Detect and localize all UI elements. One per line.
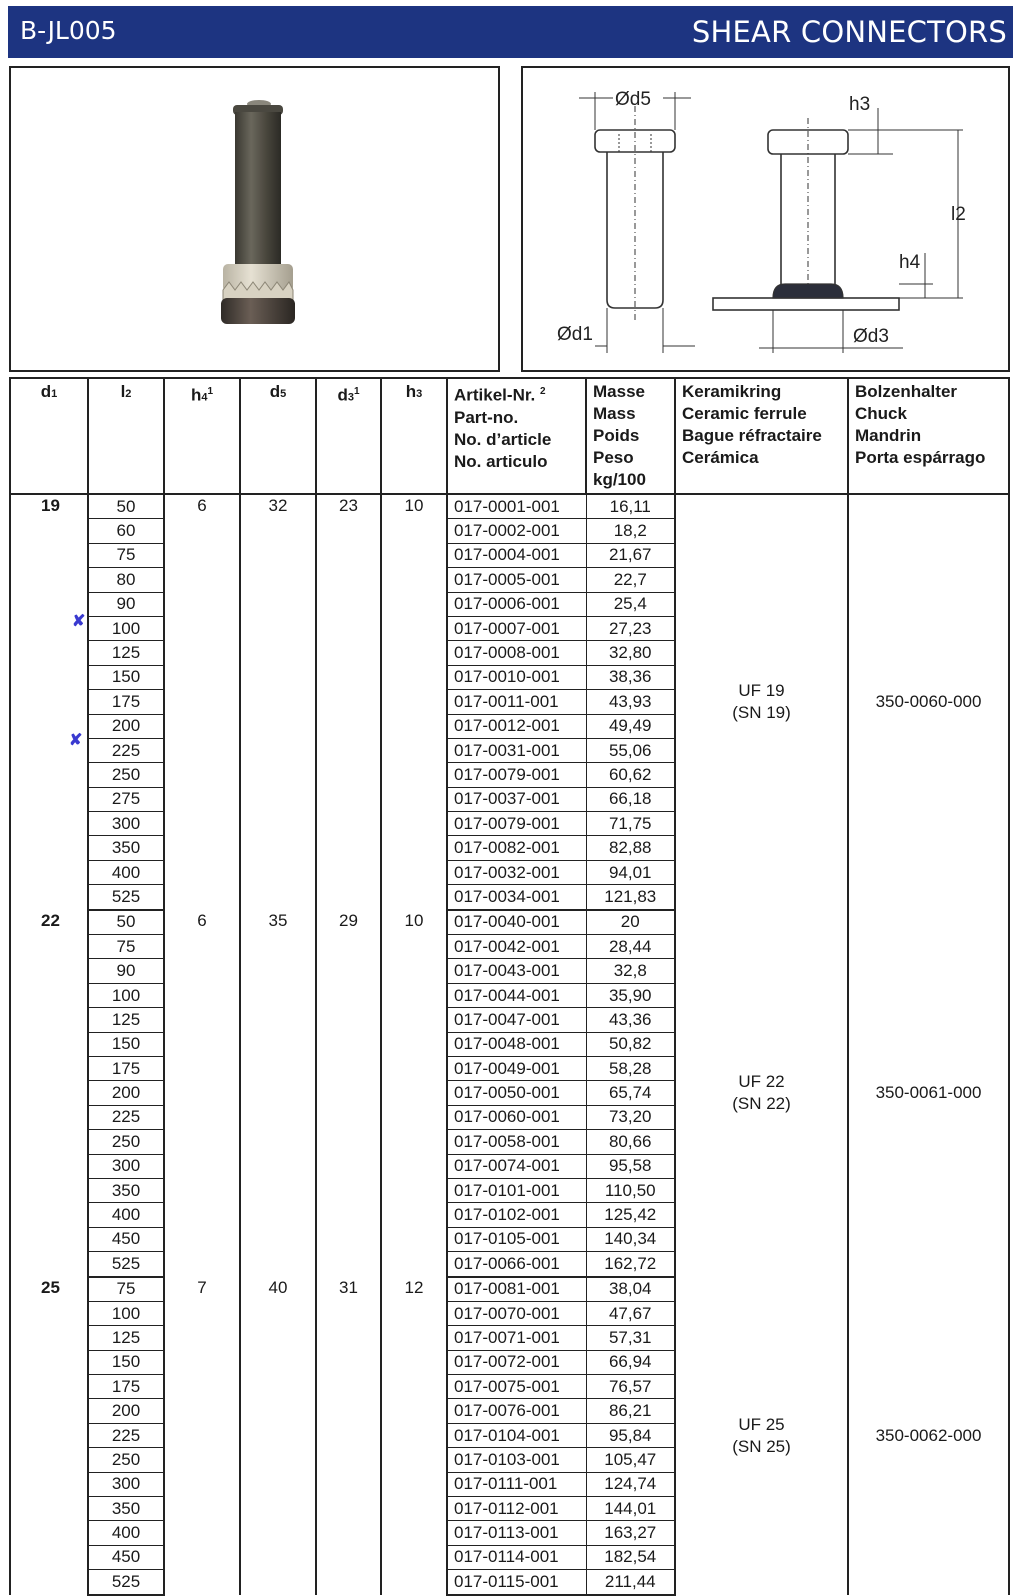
cell-article-number: 017-0105-001 xyxy=(447,1227,586,1251)
cell-l2: 350 xyxy=(88,836,164,860)
cell-l2: 175 xyxy=(88,690,164,714)
col-header-h3: h3 xyxy=(381,378,447,494)
col-header-ferrule: Keramikring Ceramic ferrule Bague réfractaire Cerámica xyxy=(675,378,848,494)
cell-article-number: 017-0047-001 xyxy=(447,1008,586,1032)
cell-l2: 100 xyxy=(88,1301,164,1325)
cell-l2: 450 xyxy=(88,1227,164,1251)
col-header-l2: l2 xyxy=(88,378,164,494)
cell-mass: 94,01 xyxy=(586,860,675,884)
cell-article-number: 017-0060-001 xyxy=(447,1105,586,1129)
cell-article-number: 017-0011-001 xyxy=(447,690,586,714)
check-mark-icon: ✘ xyxy=(69,732,83,749)
col-header-d3: $d3^1$ xyxy=(316,378,381,494)
cell-article-number: 017-0043-001 xyxy=(447,959,586,983)
label-d3: Ød3 xyxy=(853,326,889,347)
label-d1: Ød1 xyxy=(557,324,593,345)
cell-mass: 71,75 xyxy=(586,812,675,836)
cell-mass: 16,11 xyxy=(586,494,675,519)
cell-mass: 73,20 xyxy=(586,1105,675,1129)
cell-d5: 32 xyxy=(240,494,316,910)
cell-article-number: 017-0058-001 xyxy=(447,1130,586,1154)
cell-l2: 525 xyxy=(88,885,164,910)
weld-collar xyxy=(773,284,843,298)
cell-article-number: 017-0103-001 xyxy=(447,1448,586,1472)
cell-article-number: 017-0031-001 xyxy=(447,738,586,762)
cell-article-number: 017-0082-001 xyxy=(447,836,586,860)
cell-l2: 175 xyxy=(88,1375,164,1399)
cell-mass: 50,82 xyxy=(586,1032,675,1056)
cell-l2: 225 xyxy=(88,1105,164,1129)
cell-article-number: 017-0049-001 xyxy=(447,1056,586,1080)
cell-article-number: 017-0115-001 xyxy=(447,1570,586,1595)
cell-article-number: 017-0010-001 xyxy=(447,665,586,689)
table-row xyxy=(10,494,1009,519)
cell-mass: 60,62 xyxy=(586,763,675,787)
cell-article-number: 017-0071-001 xyxy=(447,1326,586,1350)
cell-l2: 250 xyxy=(88,1448,164,1472)
cell-mass: 47,67 xyxy=(586,1301,675,1325)
cell-article-number: 017-0104-001 xyxy=(447,1423,586,1447)
cell-mass: 66,94 xyxy=(586,1350,675,1374)
cell-l2: 75 xyxy=(88,935,164,959)
table-row xyxy=(10,1277,1009,1302)
cell-l2: 125 xyxy=(88,1326,164,1350)
ferrule-alt-code: (SN 22) xyxy=(732,1094,791,1114)
cell-d3: 29 xyxy=(316,910,381,1277)
cell-l2: 300 xyxy=(88,1154,164,1178)
cell-article-number: 017-0002-001 xyxy=(447,519,586,543)
cell-article-number: 017-0044-001 xyxy=(447,983,586,1007)
table-row xyxy=(10,910,1009,935)
cell-mass: 57,31 xyxy=(586,1326,675,1350)
cell-mass: 76,57 xyxy=(586,1375,675,1399)
cell-article-number: 017-0113-001 xyxy=(447,1521,586,1545)
cell-mass: 20 xyxy=(586,910,675,935)
cell-h4: 6 xyxy=(164,910,240,1277)
ferrule-alt-code: (SN 19) xyxy=(732,703,791,723)
cell-ceramic-ferrule xyxy=(675,1277,848,1595)
cell-article-number: 017-0101-001 xyxy=(447,1178,586,1202)
cell-h4: 6 xyxy=(164,494,240,910)
cell-mass: 162,72 xyxy=(586,1252,675,1277)
shear-connector-photo xyxy=(11,68,498,370)
cell-l2: 75 xyxy=(88,543,164,567)
col-header-article: Artikel-Nr. $^2$ Part-no. No. d’article No. articulo xyxy=(447,378,586,494)
cell-chuck: 350-0061-000 xyxy=(848,910,1009,1277)
cell-mass: 58,28 xyxy=(586,1056,675,1080)
cell-l2: 50 xyxy=(88,494,164,519)
cell-l2: 525 xyxy=(88,1252,164,1277)
cell-article-number: 017-0111-001 xyxy=(447,1472,586,1496)
cell-mass: 43,36 xyxy=(586,1008,675,1032)
cell-article-number: 017-0032-001 xyxy=(447,860,586,884)
ferrule-alt-code: (SN 25) xyxy=(732,1436,791,1456)
cell-mass: 124,74 xyxy=(586,1472,675,1496)
cell-l2: 350 xyxy=(88,1178,164,1202)
stud-outline-right xyxy=(713,108,963,353)
cell-h3: 10 xyxy=(381,494,447,910)
specification-table xyxy=(9,377,1010,1596)
cell-d5: 35 xyxy=(240,910,316,1277)
cell-l2: 525 xyxy=(88,1570,164,1595)
cell-article-number: 017-0040-001 xyxy=(447,910,586,935)
cell-mass: 65,74 xyxy=(586,1081,675,1105)
cell-l2: 60 xyxy=(88,519,164,543)
cell-l2: 150 xyxy=(88,665,164,689)
cell-l2: 225 xyxy=(88,1423,164,1447)
cell-mass: 43,93 xyxy=(586,690,675,714)
cell-mass: 18,2 xyxy=(586,519,675,543)
cell-mass: 86,21 xyxy=(586,1399,675,1423)
label-d5: Ød5 xyxy=(615,89,651,110)
cell-l2: 90 xyxy=(88,592,164,616)
cell-l2: 250 xyxy=(88,1130,164,1154)
cell-l2: 350 xyxy=(88,1497,164,1521)
cell-mass: 144,01 xyxy=(586,1497,675,1521)
cell-h3: 10 xyxy=(381,910,447,1277)
cell-l2: 400 xyxy=(88,1203,164,1227)
cell-l2: 125 xyxy=(88,641,164,665)
cell-mass: 211,44 xyxy=(586,1570,675,1595)
cell-l2: 50 xyxy=(88,910,164,935)
cell-chuck: 350-0060-000 xyxy=(848,494,1009,910)
product-photo-panel xyxy=(9,66,500,372)
cell-article-number: 017-0072-001 xyxy=(447,1350,586,1374)
dimension-diagram xyxy=(523,68,1008,370)
cell-mass: 105,47 xyxy=(586,1448,675,1472)
cell-l2: 300 xyxy=(88,812,164,836)
cell-chuck: 350-0062-000 xyxy=(848,1277,1009,1595)
table-body xyxy=(10,494,1009,1595)
cell-article-number: 017-0006-001 xyxy=(447,592,586,616)
cell-h4: 7 xyxy=(164,1277,240,1595)
cell-mass: 80,66 xyxy=(586,1130,675,1154)
cell-d1: 22 xyxy=(10,910,88,1277)
cell-l2: 200 xyxy=(88,714,164,738)
cell-l2: 125 xyxy=(88,1008,164,1032)
cell-mass: 27,23 xyxy=(586,616,675,640)
page-title: SHEAR CONNECTORS xyxy=(691,15,1007,49)
check-mark-icon: ✘ xyxy=(72,613,86,630)
cell-article-number: 017-0076-001 xyxy=(447,1399,586,1423)
cell-l2: 225 xyxy=(88,738,164,762)
cell-article-number: 017-0012-001 xyxy=(447,714,586,738)
cell-article-number: 017-0066-001 xyxy=(447,1252,586,1277)
cell-l2: 400 xyxy=(88,860,164,884)
cell-article-number: 017-0081-001 xyxy=(447,1277,586,1302)
cell-mass: 38,04 xyxy=(586,1277,675,1302)
cell-mass: 55,06 xyxy=(586,738,675,762)
cell-mass: 66,18 xyxy=(586,787,675,811)
cell-d3: 23 xyxy=(316,494,381,910)
cell-article-number: 017-0042-001 xyxy=(447,935,586,959)
cell-mass: 140,34 xyxy=(586,1227,675,1251)
cell-article-number: 017-0008-001 xyxy=(447,641,586,665)
label-l2: l2 xyxy=(951,204,966,225)
cell-article-number: 017-0114-001 xyxy=(447,1545,586,1569)
col-header-d1: d1 xyxy=(10,378,88,494)
stud-outline-left xyxy=(579,92,695,353)
col-header-chuck: Bolzenhalter Chuck Mandrin Porta espárrago xyxy=(848,378,1009,494)
cell-mass: 25,4 xyxy=(586,592,675,616)
cell-l2: 90 xyxy=(88,959,164,983)
label-h3: h3 xyxy=(849,94,871,115)
cell-l2: 150 xyxy=(88,1032,164,1056)
cell-ceramic-ferrule xyxy=(675,910,848,1277)
cell-l2: 400 xyxy=(88,1521,164,1545)
col-header-d5: d5 xyxy=(240,378,316,494)
technical-drawing-panel xyxy=(521,66,1010,372)
cell-d3: 31 xyxy=(316,1277,381,1595)
cell-l2: 450 xyxy=(88,1545,164,1569)
cell-mass: 82,88 xyxy=(586,836,675,860)
cell-article-number: 017-0070-001 xyxy=(447,1301,586,1325)
cell-article-number: 017-0079-001 xyxy=(447,763,586,787)
cell-l2: 200 xyxy=(88,1399,164,1423)
ferrule-code: UF 22 xyxy=(738,1072,785,1092)
cell-article-number: 017-0079-001 xyxy=(447,812,586,836)
cell-mass: 38,36 xyxy=(586,665,675,689)
cell-article-number: 017-0075-001 xyxy=(447,1375,586,1399)
cell-h3: 12 xyxy=(381,1277,447,1595)
cell-article-number: 017-0007-001 xyxy=(447,616,586,640)
cell-article-number: 017-0034-001 xyxy=(447,885,586,910)
cell-l2: 200 xyxy=(88,1081,164,1105)
cell-mass: 121,83 xyxy=(586,885,675,910)
cell-l2: 175 xyxy=(88,1056,164,1080)
cell-mass: 22,7 xyxy=(586,568,675,592)
ferrule-code: UF 25 xyxy=(738,1414,785,1434)
cell-d5: 40 xyxy=(240,1277,316,1595)
cell-mass: 21,67 xyxy=(586,543,675,567)
cell-l2: 300 xyxy=(88,1472,164,1496)
cell-mass: 95,84 xyxy=(586,1423,675,1447)
cell-mass: 32,8 xyxy=(586,959,675,983)
cell-article-number: 017-0050-001 xyxy=(447,1081,586,1105)
cell-article-number: 017-0004-001 xyxy=(447,543,586,567)
cell-mass: 110,50 xyxy=(586,1178,675,1202)
page-header xyxy=(8,6,1013,58)
cell-article-number: 017-0102-001 xyxy=(447,1203,586,1227)
cell-mass: 32,80 xyxy=(586,641,675,665)
cell-article-number: 017-0112-001 xyxy=(447,1497,586,1521)
cell-l2: 275 xyxy=(88,787,164,811)
col-header-h4: $h4^1$ xyxy=(164,378,240,494)
cell-article-number: 017-0074-001 xyxy=(447,1154,586,1178)
cell-article-number: 017-0048-001 xyxy=(447,1032,586,1056)
document-code: B-JL005 xyxy=(20,16,117,45)
cell-mass: 35,90 xyxy=(586,983,675,1007)
table-header-row xyxy=(10,378,1009,494)
label-h4: h4 xyxy=(899,252,921,273)
cell-l2: 80 xyxy=(88,568,164,592)
cell-mass: 125,42 xyxy=(586,1203,675,1227)
cell-mass: 95,58 xyxy=(586,1154,675,1178)
cell-d1: 25 xyxy=(10,1277,88,1595)
cell-l2: 150 xyxy=(88,1350,164,1374)
cell-mass: 163,27 xyxy=(586,1521,675,1545)
ferrule-code: UF 19 xyxy=(738,681,785,701)
cell-mass: 49,49 xyxy=(586,714,675,738)
cell-article-number: 017-0001-001 xyxy=(447,494,586,519)
cell-article-number: 017-0005-001 xyxy=(447,568,586,592)
cell-mass: 182,54 xyxy=(586,1545,675,1569)
col-header-mass: Masse Mass Poids Peso kg/100 xyxy=(586,378,675,494)
cell-l2: 100 xyxy=(88,983,164,1007)
cell-l2: 250 xyxy=(88,763,164,787)
cell-mass: 28,44 xyxy=(586,935,675,959)
cell-ceramic-ferrule xyxy=(675,494,848,910)
cell-l2: 100 xyxy=(88,616,164,640)
cell-article-number: 017-0037-001 xyxy=(447,787,586,811)
cell-l2: 75 xyxy=(88,1277,164,1302)
cell-d1: 19 xyxy=(10,494,88,910)
